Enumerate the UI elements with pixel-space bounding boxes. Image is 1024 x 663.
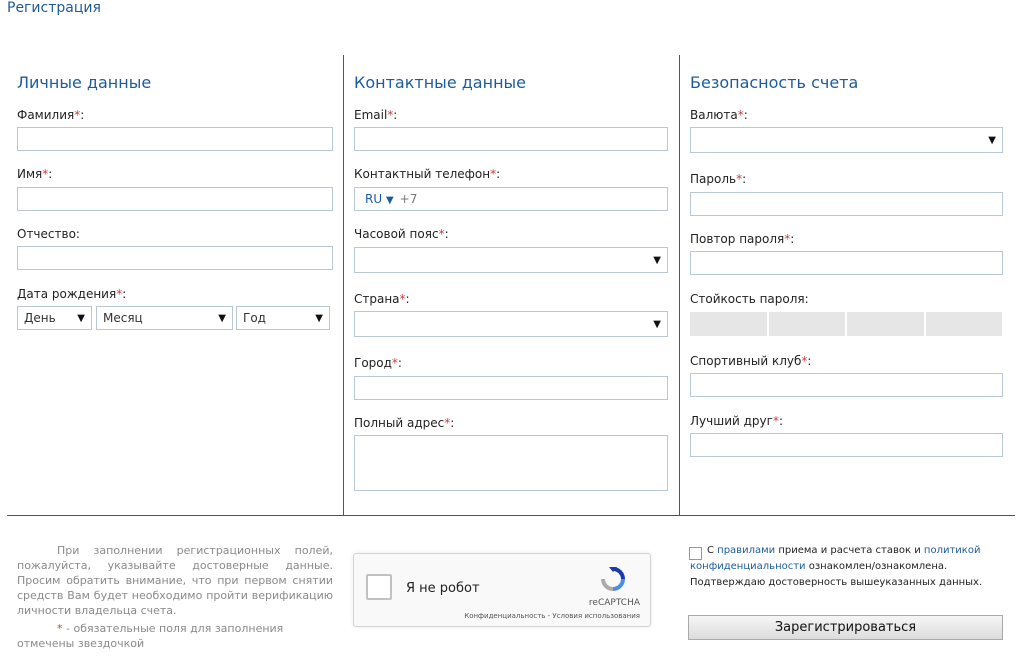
timezone-label: Часовой пояс*: bbox=[354, 227, 449, 241]
name-input[interactable] bbox=[17, 187, 333, 211]
security-section-title: Безопасность счета bbox=[690, 73, 859, 92]
recaptcha-logo-icon bbox=[597, 563, 629, 595]
surname-label: Фамилия*: bbox=[17, 108, 85, 122]
footer-divider bbox=[7, 515, 1015, 516]
email-input[interactable] bbox=[354, 127, 668, 151]
password-strength-meter bbox=[690, 312, 1002, 336]
password-strength-label: Стойкость пароля: bbox=[690, 292, 809, 306]
recaptcha-brand: reCAPTCHA bbox=[588, 598, 640, 608]
chevron-down-icon: ▼ bbox=[218, 312, 226, 324]
recaptcha-label: Я не робот bbox=[406, 581, 480, 596]
recaptcha-links[interactable]: Конфиденциальность - Условия использования bbox=[464, 612, 640, 620]
password-repeat-input[interactable] bbox=[690, 251, 1003, 275]
surname-input[interactable] bbox=[17, 127, 333, 151]
required-note: * - обязательные поля для заполнения отмечены звездочкой bbox=[17, 622, 284, 650]
column-divider bbox=[343, 55, 344, 515]
country-select[interactable] bbox=[354, 311, 668, 337]
city-label: Город*: bbox=[354, 356, 402, 370]
address-label: Полный адрес*: bbox=[354, 416, 455, 430]
strength-segment bbox=[690, 312, 767, 336]
strength-segment bbox=[926, 312, 1003, 336]
address-textarea[interactable] bbox=[354, 435, 668, 491]
chevron-down-icon: ▼ bbox=[653, 254, 661, 266]
club-label: Спортивный клуб*: bbox=[690, 354, 812, 368]
chevron-down-icon: ▼ bbox=[988, 134, 996, 146]
country-label: Страна*: bbox=[354, 292, 410, 306]
phone-label: Контактный телефон*: bbox=[354, 167, 501, 181]
friend-input[interactable] bbox=[690, 433, 1003, 457]
chevron-down-icon: ▼ bbox=[77, 312, 85, 324]
birth-day-value: День bbox=[24, 311, 56, 325]
rules-link[interactable]: правилами bbox=[717, 545, 776, 556]
birth-year-value: Год bbox=[243, 311, 266, 325]
password-input[interactable] bbox=[690, 192, 1003, 216]
patronymic-input[interactable] bbox=[17, 246, 333, 270]
recaptcha-widget bbox=[353, 553, 651, 627]
birth-month-select[interactable] bbox=[96, 306, 233, 330]
register-button[interactable]: Зарегистрироваться bbox=[688, 615, 1003, 640]
city-input[interactable] bbox=[354, 376, 668, 400]
birthdate-label: Дата рождения*: bbox=[17, 287, 127, 301]
birth-day-select[interactable] bbox=[17, 306, 92, 330]
recaptcha-checkbox[interactable] bbox=[366, 574, 392, 600]
currency-select[interactable] bbox=[690, 127, 1003, 153]
name-label: Имя*: bbox=[17, 167, 53, 181]
patronymic-label: Отчество: bbox=[17, 227, 80, 241]
chevron-down-icon: ▼ bbox=[315, 312, 323, 324]
chevron-down-icon: ▼ bbox=[385, 195, 394, 206]
timezone-select[interactable] bbox=[354, 247, 668, 273]
club-input[interactable] bbox=[690, 373, 1003, 397]
password-label: Пароль*: bbox=[690, 172, 747, 186]
friend-label: Лучший друг*: bbox=[690, 414, 783, 428]
chevron-down-icon: ▼ bbox=[653, 318, 661, 330]
phone-input[interactable] bbox=[354, 187, 668, 211]
password-repeat-label: Повтор пароля*: bbox=[690, 232, 795, 246]
email-label: Email*: bbox=[354, 108, 398, 122]
privacy-policy-link[interactable]: политикой конфиденциальности bbox=[690, 545, 981, 572]
page-title: Регистрация bbox=[7, 0, 101, 16]
registration-note: При заполнении регистрационных полей, пожалуйста, указывайте достоверные данные. Просим обратить внимание, что при первом снятии средств Вам будет необходимо пройти верификацию личности владельца счета. bbox=[17, 544, 333, 617]
birth-year-select[interactable] bbox=[236, 306, 330, 330]
currency-label: Валюта*: bbox=[690, 108, 748, 122]
personal-section-title: Личные данные bbox=[17, 73, 152, 92]
agree-text: С правилами приема и расчета ставок и политикой конфиденциальности ознакомлен/ознакомлена. Подтверждаю достоверность вышеуказанных данных. bbox=[690, 545, 983, 588]
phone-country-select[interactable]: RU ▼ bbox=[365, 192, 394, 206]
column-divider bbox=[679, 55, 680, 515]
strength-segment bbox=[847, 312, 924, 336]
phone-code: +7 bbox=[399, 192, 418, 206]
strength-segment bbox=[769, 312, 846, 336]
birth-month-value: Месяц bbox=[103, 311, 143, 325]
contacts-section-title: Контактные данные bbox=[354, 73, 527, 92]
